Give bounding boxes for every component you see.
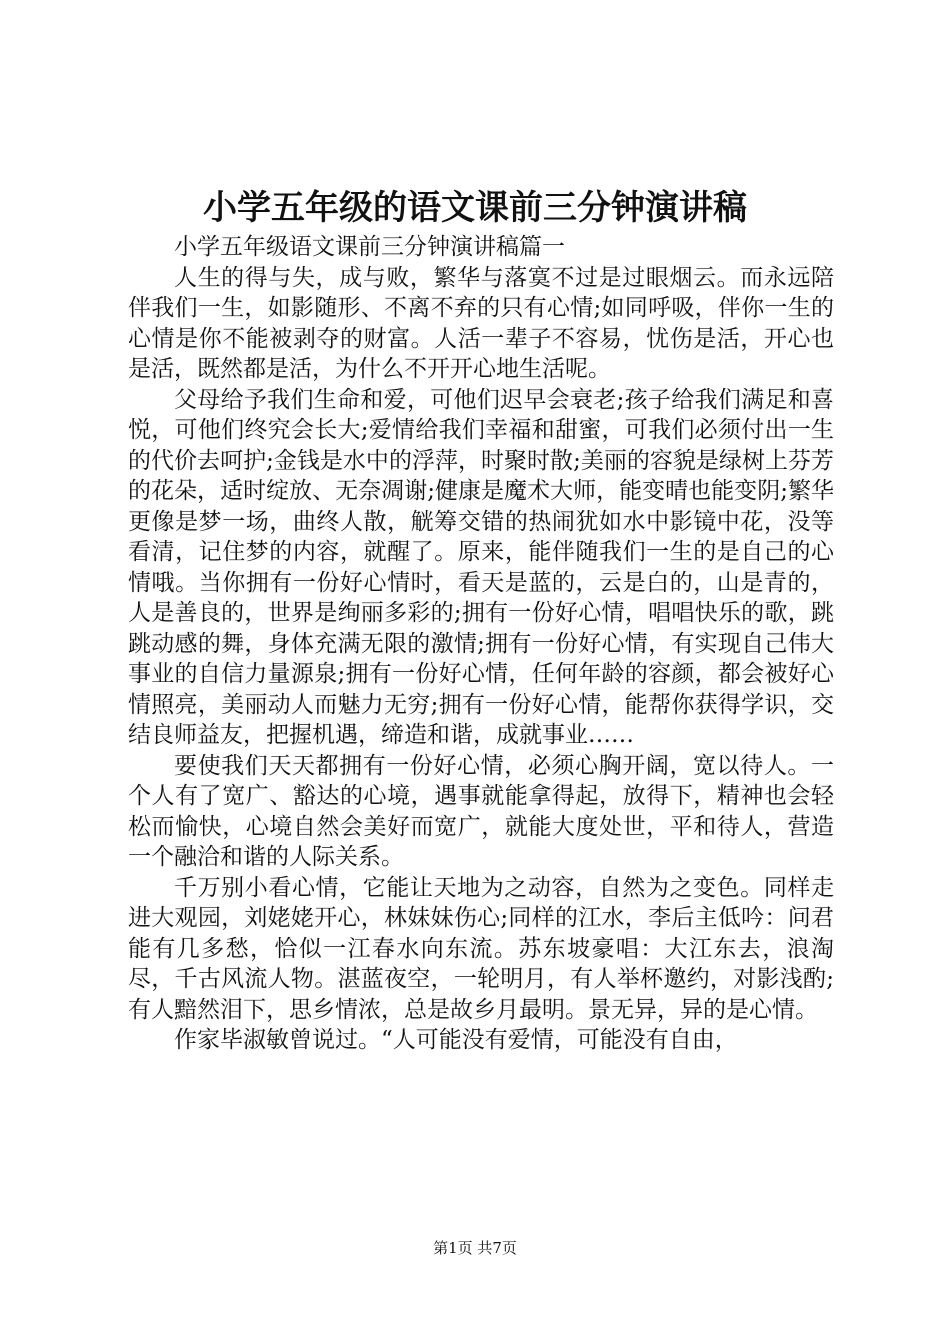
document-title: 小学五年级的语文课前三分钟演讲稿 (203, 188, 747, 228)
paragraph-1: 人生的得与失，成与败，繁华与落寞不过是过眼烟云。而永远陪伴我们一生，如影随形、不离不弃的只有心情;如同呼吸，伴你一生的心情是你不能被剥夺的财富。人活一辈子不容易，忧伤是活，开心也是活，既然都是活，为什么不开开心地生活呢。 (128, 264, 834, 382)
page-footer: 第1页 共7页 (433, 1239, 517, 1257)
paragraph-3: 要使我们天天都拥有一份好心情，必须心胸开阔，宽以待人。一个人有了宽广、豁达的心境，遇事就能拿得起，放得下，精神也会轻松而愉快，心境自然会美好而宽广，就能大度处世，平和待人，营造一个融洽和谐的人际关系。 (128, 752, 834, 870)
section-heading: 小学五年级语文课前三分钟演讲稿篇一 (174, 234, 565, 260)
paragraph-5: 作家毕淑敏曾说过。“人可能没有爱情，可能没有自由， (174, 1027, 738, 1053)
paragraph-2: 父母给予我们生命和爱，可他们迟早会衰老;孩子给我们满足和喜悦，可他们终究会长大;爱情给我们幸福和甜蜜，可我们必须付出一生的代价去呵护;金钱是水中的浮萍，时聚时散;美丽的容貌是绿树上芬芳的花朵，适时绽放、无奈凋谢;健康是魔术大师，能变晴也能变阴;繁华更像是梦一场，曲终人散，觥筹交错的热闹犹如水中影镜中花，没等看清，记住梦的内容，就醒了。原来，能伴随我们一生的是自己的心情哦。当你拥有一份好心情时，看天是蓝的，云是白的，山是青的，人是善良的，世界是绚丽多彩的;拥有一份好心情，唱唱快乐的歌，跳跳动感的舞，身体充满无限的激情;拥有一份好心情，有实现自己伟大事业的自信力量源泉;拥有一份好心情，任何年龄的容颜，都会被好心情照亮，美丽动人而魅力无穷;拥有一份好心情，能帮你获得学识，交结良师益友，把握机遇，缔造和谐，成就事业…… (128, 386, 834, 748)
paragraph-4: 千万别小看心情，它能让天地为之动容，自然为之变色。同样走进大观园，刘姥姥开心，林妹妹伤心;同样的江水，李后主低吟：问君能有几多愁，恰似一江春水向东流。苏东坡豪唱：大江东去，浪淘尽，千古风流人物。湛蓝夜空，一轮明月，有人举杯邀约，对影浅酌;有人黯然泪下，思乡情浓，总是故乡月最明。景无异，异的是心情。 (128, 874, 834, 1023)
document-body (128, 232, 834, 1056)
